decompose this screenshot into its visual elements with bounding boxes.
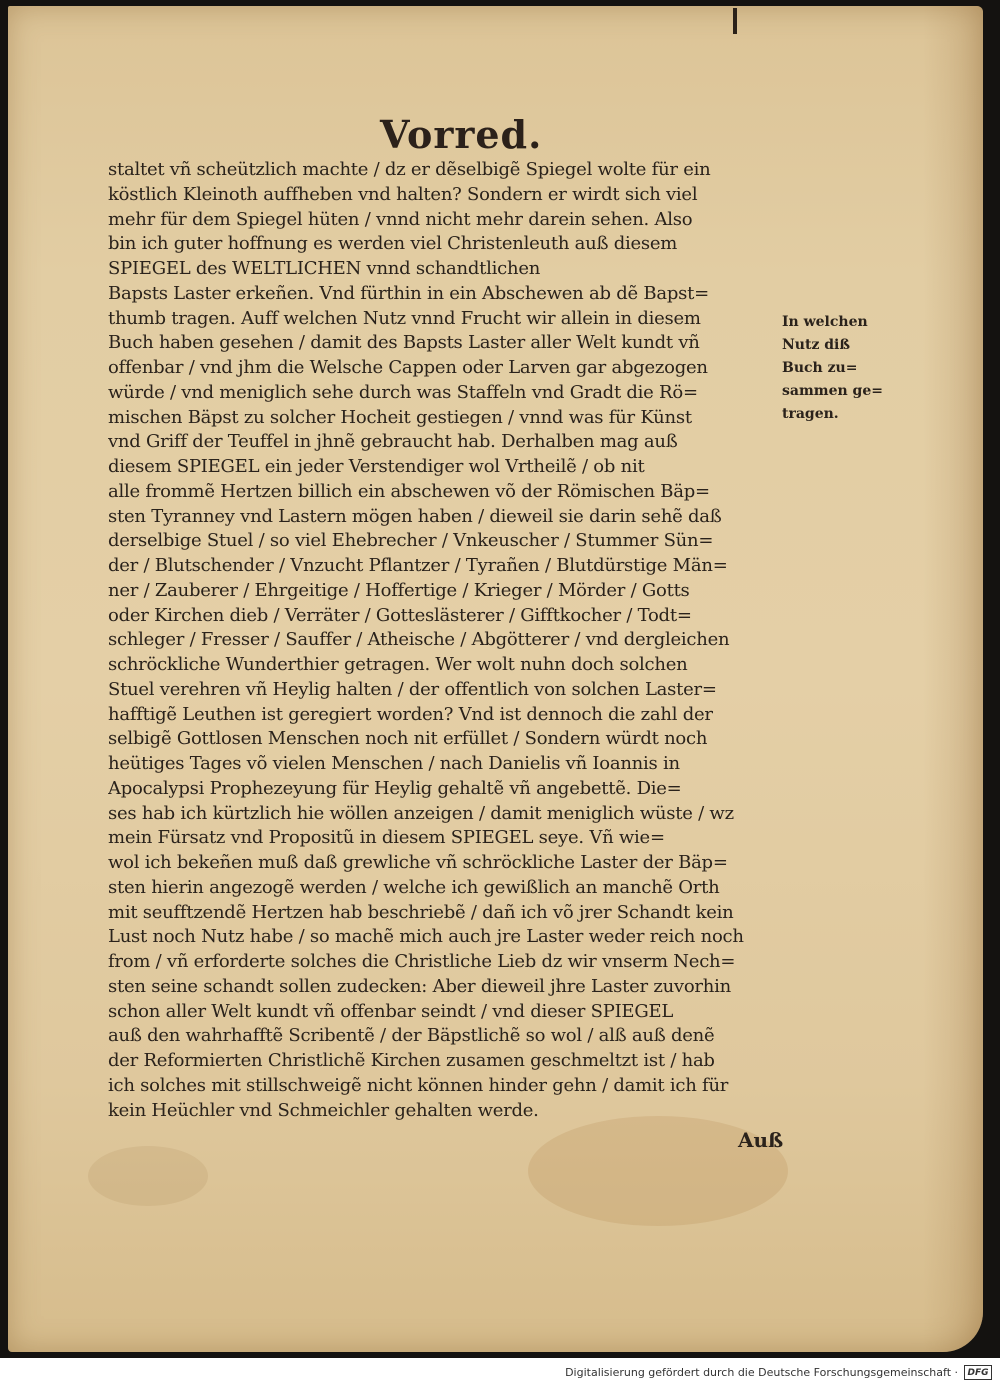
text-line: sten hierin angezogẽ werden / welche ich gewißlich an manchẽ Orth	[108, 876, 720, 898]
text-line: derselbige Stuel / so viel Ehebrecher / Vnkeuscher / Stummer Sün=	[108, 530, 714, 552]
text-line: thumb tragen. Auff welchen Nutz vnnd Frucht wir allein in diesem	[108, 307, 701, 329]
text-line: mein Fürsatz vnd Propositũ in diesem SPIEGEL seye. Vñ wie=	[108, 827, 665, 849]
catchword: Auß	[738, 1128, 784, 1152]
footer-bar	[0, 1362, 1000, 1386]
text-line: staltet vñ scheützlich machte / dz er dẽselbigẽ Spiegel wolte für ein	[108, 159, 711, 180]
margin-note-line: sammen ge=	[782, 383, 883, 399]
text-line: vnd Griff der Teuffel in jhnẽ gebraucht hab. Derhalben mag auß	[108, 431, 678, 453]
text-line: würde / vnd meniglich sehe durch was Staffeln vnd Gradt die Rö=	[108, 381, 698, 403]
text-line: selbigẽ Gottlosen Menschen noch nit erfüllet / Sondern würdt noch	[108, 728, 708, 750]
margin-note-line: tragen.	[782, 406, 839, 422]
page-heading: Vorred.	[380, 112, 543, 157]
text-line: oder Kirchen dieb / Verräter / Gotteslästerer / Gifftkocher / Todt=	[108, 604, 692, 626]
text-line: sten Tyranney vnd Lastern mögen haben / dieweil sie darin sehẽ daß	[108, 505, 722, 527]
text-line: offenbar / vnd jhm die Welsche Cappen oder Larven gar abgezogen	[108, 357, 708, 378]
footer-credit: Digitalisierung gefördert durch die Deutsche Forschungsgemeinschaft ·	[565, 1366, 958, 1379]
text-line: schleger / Fresser / Sauffer / Atheische / Abgötterer / vnd dergleichen	[108, 629, 730, 651]
text-line: Apocalypsi Prophezeyung für Heylig gehaltẽ vñ angebettẽ. Die=	[108, 777, 682, 799]
text-line: ner / Zauberer / Ehrgeitige / Hoffertige / Krieger / Mörder / Gotts	[108, 579, 690, 601]
binding-mark	[733, 8, 737, 34]
text-line: Lust noch Nutz habe / so machẽ mich auch jre Laster weder reich noch	[108, 926, 744, 948]
text-line: Bapsts Laster erkeñen. Vnd fürthin in ein Abschewen ab dẽ Bapst=	[108, 282, 709, 304]
text-line: Buch haben gesehen / damit des Bapsts Laster aller Welt kundt vñ	[108, 332, 700, 354]
text-line: der / Blutschender / Vnzucht Pflantzer / Tyrañen / Blutdürstige Män=	[108, 555, 728, 576]
water-stain	[88, 1146, 208, 1206]
text-line: ses hab ich kürtzlich hie wöllen anzeigen / damit meniglich wüste / wz	[108, 802, 734, 824]
margin-note-line: Nutz diß	[782, 337, 851, 353]
text-line: diesem SPIEGEL ein jeder Verstendiger wol Vrtheilẽ / ob nit	[108, 456, 645, 477]
text-line: hafftigẽ Leuthen ist geregiert worden? Vnd ist dennoch die zahl der	[108, 703, 713, 725]
text-line: alle frommẽ Hertzen billich ein abschewen võ der Römischen Bäp=	[108, 480, 710, 502]
text-line: mischen Bäpst zu solcher Hocheit gestiegen / vnnd was für Künst	[108, 406, 692, 428]
page-edge-shading	[923, 6, 983, 1352]
text-line: ich solches mit stillschweigẽ nicht können hinder gehn / damit ich für	[108, 1074, 729, 1096]
text-line: wol ich bekeñen muß daß grewliche vñ schröckliche Laster der Bäp=	[108, 852, 728, 873]
text-line: heütiges Tages võ vielen Menschen / nach Danielis vñ Ioannis in	[108, 753, 680, 774]
body-text	[108, 158, 784, 1123]
text-line: SPIEGEL des WELTLICHEN vnnd schandtlichen	[108, 258, 541, 279]
text-line: kein Heüchler vnd Schmeichler gehalten werde.	[108, 1099, 539, 1121]
text-line: sten seine schandt sollen zudecken: Aber dieweil jhre Laster zuvorhin	[108, 975, 731, 997]
text-line: schröckliche Wunderthier getragen. Wer wolt nuhn doch solchen	[108, 654, 688, 675]
text-line: auß den wahrhafftẽ Scribentẽ / der Bäpstlichẽ so wol / alß auß denẽ	[108, 1025, 715, 1047]
margin-note-line: In welchen	[782, 314, 868, 330]
text-line: mehr für dem Spiegel hüten / vnnd nicht mehr darein sehen. Also	[108, 208, 693, 230]
text-line: mit seufftzendẽ Hertzen hab beschriebẽ / dañ ich võ jrer Schandt kein	[108, 901, 734, 923]
dfg-logo: DFG	[964, 1365, 992, 1380]
text-line: der Reformierten Christlichẽ Kirchen zusamen geschmeltzt ist / hab	[108, 1050, 715, 1071]
text-line: from / vñ erforderte solches die Christliche Lieb dz wir vnserm Nech=	[108, 951, 736, 972]
text-line: bin ich guter hoffnung es werden viel Christenleuth auß diesem	[108, 233, 678, 255]
text-line: köstlich Kleinoth auffheben vnd halten? Sondern er wirdt sich viel	[108, 183, 698, 205]
text-line: schon aller Welt kundt vñ offenbar seindt / vnd dieser SPIEGEL	[108, 1000, 674, 1022]
margin-note-line: Buch zu=	[782, 360, 858, 376]
text-line: Stuel verehren vñ Heylig halten / der offentlich von solchen Laster=	[108, 678, 717, 700]
margin-note	[782, 311, 894, 426]
